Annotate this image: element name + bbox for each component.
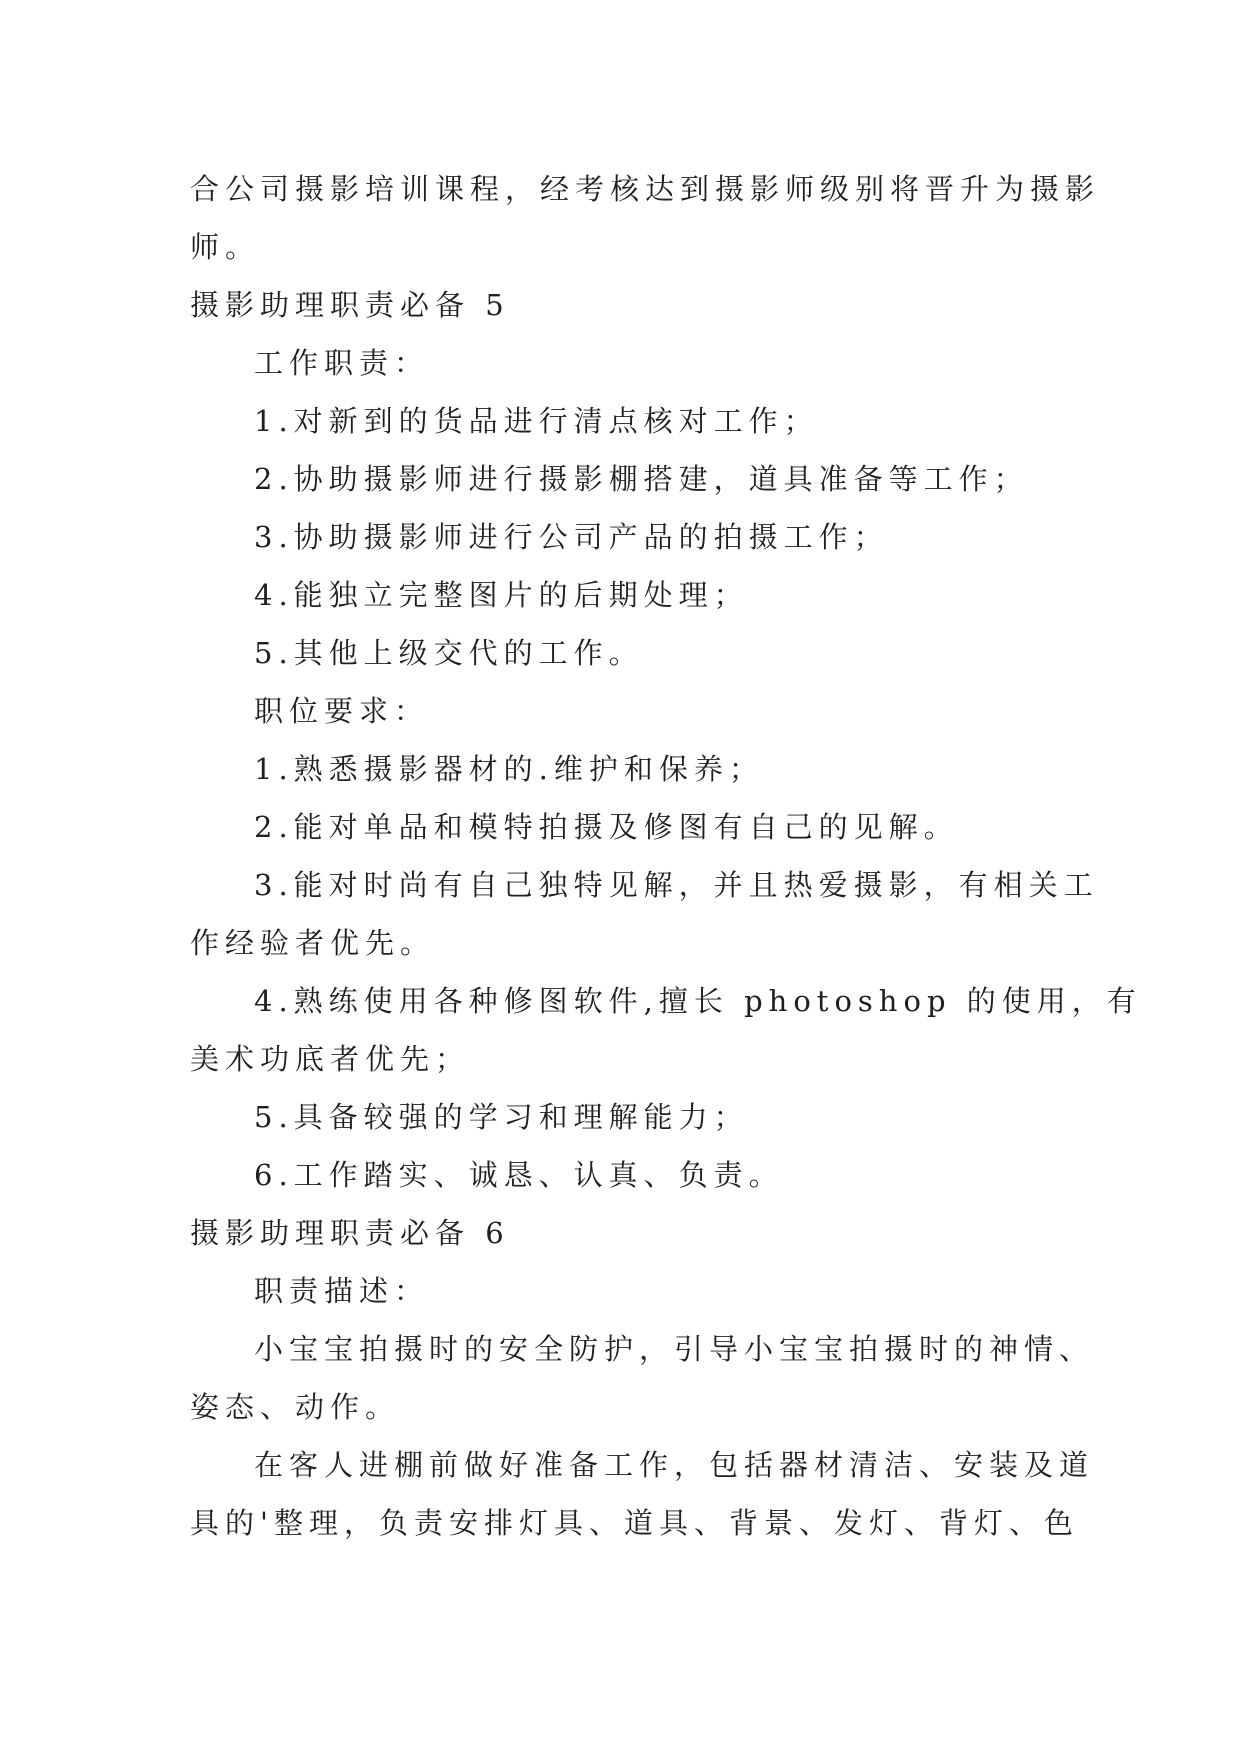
text-line: 姿态、动作。 — [190, 1390, 401, 1424]
text-line: 职位要求： — [254, 694, 430, 728]
text-line: 1.熟悉摄影器材的.维护和保养； — [254, 752, 764, 786]
text-line: 小宝宝拍摄时的安全防护，引导小宝宝拍摄时的神情、 — [254, 1332, 1095, 1366]
text-line: 具的'整理，负责安排灯具、道具、背景、发灯、背灯、色 — [190, 1506, 1079, 1540]
text-line: 职责描述： — [254, 1274, 430, 1308]
text-line: 工作职责： — [254, 346, 430, 380]
text-line: 6.工作踏实、诚恳、认真、负责。 — [254, 1158, 784, 1192]
text-line: 合公司摄影培训课程，经考核达到摄影师级别将晋升为摄影 — [190, 172, 1101, 206]
text-line: 4.能独立完整图片的后期处理； — [254, 578, 749, 612]
text-line: 在客人进棚前做好准备工作，包括器材清洁、安装及道 — [254, 1448, 1095, 1482]
text-line: 美术功底者优先； — [190, 1042, 471, 1076]
text-line: 4.熟练使用各种修图软件,擅长 photoshop 的使用，有 — [254, 984, 1142, 1018]
text-line: 1.对新到的货品进行清点核对工作； — [254, 404, 819, 438]
text-line: 师。 — [190, 230, 261, 264]
text-line: 3.能对时尚有自己独特见解，并且热爱摄影，有相关工 — [254, 868, 1099, 902]
text-line: 5.具备较强的学习和理解能力； — [254, 1100, 749, 1134]
text-line: 摄影助理职责必备 6 — [190, 1216, 510, 1250]
text-line: 3.协助摄影师进行公司产品的拍摄工作； — [254, 520, 889, 554]
text-line: 5.其他上级交代的工作。 — [254, 636, 644, 670]
text-line: 摄影助理职责必备 5 — [190, 288, 510, 322]
text-line: 作经验者优先。 — [190, 926, 436, 960]
document-body — [190, 160, 1142, 1552]
text-line: 2.能对单品和模特拍摄及修图有自己的见解。 — [254, 810, 959, 844]
text-line: 2.协助摄影师进行摄影棚搭建，道具准备等工作； — [254, 462, 1029, 496]
